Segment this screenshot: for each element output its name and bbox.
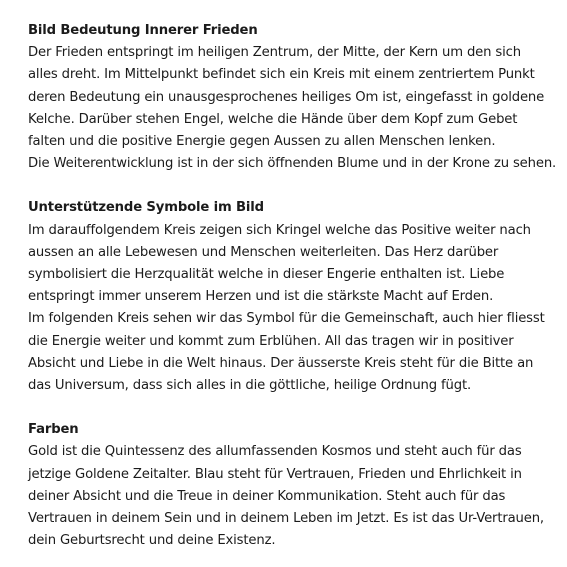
paragraph-line: Im darauffolgendem Kreis zeigen sich Kringel welche das Positive weiter nach — [28, 222, 531, 238]
section-unterstuetzende-symbole — [28, 197, 558, 397]
section-heading: Bild Bedeutung Innerer Frieden — [28, 23, 258, 38]
paragraph-line: alles dreht. Im Mittelpunkt befindet sich ein Kreis mit einem zentriertem Punkt — [28, 67, 535, 83]
paragraph-line: falten und die positive Energie gegen Aussen zu allen Menschen lenken. — [28, 134, 496, 150]
paragraph-line: die Energie weiter und kommt zum Erblühen. All das tragen wir in positiver — [28, 333, 514, 349]
paragraph-line: jetzige Goldene Zeitalter. Blau steht für Vertrauen, Frieden und Ehrlichkeit in — [28, 466, 522, 482]
paragraph-line: Kelche. Darüber stehen Engel, welche die Hände über dem Kopf zum Gebet — [28, 111, 518, 127]
paragraph-line: Gold ist die Quintessenz des allumfassenden Kosmos und steht auch für das — [28, 444, 522, 460]
paragraph-line: entspringt immer unserem Herzen und ist die stärkste Macht auf Erden. — [28, 289, 494, 305]
section-bild-bedeutung — [28, 20, 558, 175]
paragraph-line: Die Weiterentwicklung ist in der sich öffnenden Blume und in der Krone zu sehen. — [28, 156, 557, 172]
paragraph-line: deren Bedeutung ein unausgesprochenes heiliges Om ist, eingefasst in goldene — [28, 89, 545, 105]
paragraph-line: das Universum, dass sich alles in die göttliche, heilige Ordnung fügt. — [28, 378, 472, 394]
section-farben — [28, 419, 558, 552]
section-heading: Farben — [28, 422, 79, 438]
document-page — [28, 20, 558, 552]
paragraph-line: deiner Absicht und die Treue in deiner Kommunikation. Steht auch für das — [28, 488, 506, 504]
paragraph-line: aussen an alle Lebewesen und Menschen weiterleiten. Das Herz darüber — [28, 244, 499, 260]
section-heading: Unterstützende Symbole im Bild — [28, 200, 264, 216]
paragraph-line: Der Frieden entspringt im heiligen Zentrum, der Mitte, der Kern um den sich — [28, 45, 521, 61]
paragraph-line: Im folgenden Kreis sehen wir das Symbol für die Gemeinschaft, auch hier fliesst — [28, 311, 545, 327]
paragraph-line: symbolisiert die Herzqualität welche in dieser Engerie enthalten ist. Liebe — [28, 267, 505, 283]
paragraph-line: Absicht und Liebe in die Welt hinaus. Der äusserste Kreis steht für die Bitte an — [28, 355, 534, 371]
paragraph-line: dein Geburtsrecht und deine Existenz. — [28, 533, 276, 549]
paragraph-line: Vertrauen in deinem Sein und in deinem Leben im Jetzt. Es ist das Ur-Vertrauen, — [28, 511, 544, 527]
